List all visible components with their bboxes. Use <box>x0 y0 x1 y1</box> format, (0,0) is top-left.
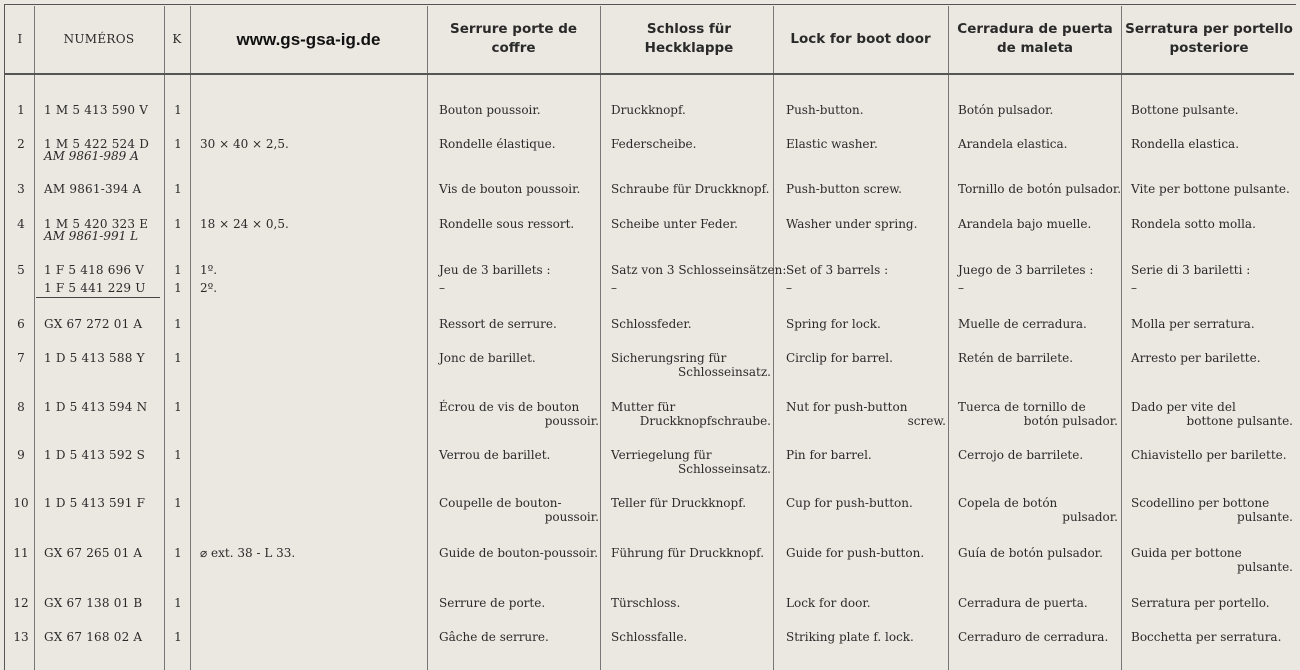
desc-french <box>439 400 599 428</box>
quantity-k: 1 <box>174 546 182 560</box>
quantity-k: 1 <box>174 400 182 414</box>
desc-german <box>611 400 771 428</box>
part-number: 1 D 5 413 594 N <box>44 400 148 414</box>
quantity-k: 1 <box>174 263 182 277</box>
part-number: GX 67 168 02 A <box>44 630 143 644</box>
column-divider <box>164 6 165 670</box>
header-index: I <box>17 31 23 46</box>
desc-spanish-line2: botón pulsador. <box>1023 414 1118 428</box>
row-index: 1 <box>17 103 25 117</box>
desc-german: – <box>611 281 617 295</box>
desc-english: Lock for door. <box>786 596 871 610</box>
row-index: 12 <box>13 596 29 610</box>
desc-german-line1: Verriegelung für <box>611 448 712 462</box>
desc-french: Rondelle sous ressort. <box>439 217 575 231</box>
header-spanish: Cerradura de puerta de maleta <box>957 21 1113 56</box>
row-index: 5 <box>17 263 25 277</box>
header-numbers: NUMÉROS <box>63 31 135 46</box>
part-number: AM 9861-394 A <box>44 182 142 196</box>
desc-italian-line1: Guida per bottone <box>1131 546 1242 560</box>
quantity-k: 1 <box>174 217 182 231</box>
part-number: 1 M 5 420 323 E <box>44 217 149 231</box>
desc-spanish-line1: Copela de botón <box>958 496 1058 510</box>
desc-french-line2: poussoir. <box>544 414 599 428</box>
desc-german: Führung für Druckknopf. <box>611 546 765 560</box>
desc-german: Schlossfalle. <box>611 630 688 644</box>
desc-italian-line1: Scodellino per bottone <box>1131 496 1270 510</box>
desc-english: Cup for push-button. <box>786 496 913 510</box>
desc-english: Guide for push-button. <box>786 546 925 560</box>
desc-french: Gâche de serrure. <box>439 630 549 644</box>
desc-spanish-line1: Tuerca de tornillo de <box>958 400 1086 414</box>
row-index: 11 <box>13 546 29 560</box>
dimensions: 18 × 24 × 0,5. <box>200 217 289 231</box>
part-number: 1 D 5 413 592 S <box>44 448 145 462</box>
desc-italian: Molla per serratura. <box>1131 317 1255 331</box>
desc-french <box>439 496 599 524</box>
desc-french: Jeu de 3 barillets : <box>439 263 551 277</box>
desc-german-line1: Mutter für <box>611 400 676 414</box>
header-french: Serrure porte de coffre <box>449 21 578 56</box>
part-number: GX 67 265 01 A <box>44 546 143 560</box>
desc-french-line1: Coupelle de bouton- <box>439 496 562 510</box>
column-divider <box>600 6 601 670</box>
alt-part-number: AM 9861-989 A <box>44 149 139 163</box>
desc-spanish: Retén de barrilete. <box>958 351 1074 365</box>
desc-italian: Arresto per barilette. <box>1131 351 1261 365</box>
part-number: 1 F 5 441 229 U <box>44 281 146 295</box>
desc-italian: Rondella elastica. <box>1131 137 1240 151</box>
row-index: 9 <box>17 448 25 462</box>
desc-spanish: Arandela elastica. <box>958 137 1068 151</box>
desc-english <box>786 400 946 428</box>
desc-spanish: Cerraduro de cerradura. <box>958 630 1109 644</box>
desc-french-line2: poussoir. <box>544 510 599 524</box>
desc-german: Teller für Druckknopf. <box>611 496 747 510</box>
quantity-k: 1 <box>174 317 182 331</box>
part-number: 1 M 5 413 590 V <box>44 103 149 117</box>
desc-german <box>611 351 771 379</box>
desc-french: Guide de bouton-poussoir. <box>439 546 599 560</box>
header-rule <box>4 73 1294 75</box>
column-divider <box>34 6 35 670</box>
part-number: GX 67 272 01 A <box>44 317 143 331</box>
desc-spanish <box>958 496 1118 524</box>
desc-italian-line1: Dado per vite del <box>1131 400 1236 414</box>
desc-german: Schraube für Druckknopf. <box>611 182 770 196</box>
desc-italian-line2: pulsante. <box>1236 560 1293 574</box>
desc-italian: Bocchetta per serratura. <box>1131 630 1282 644</box>
desc-spanish: Cerradura de puerta. <box>958 596 1088 610</box>
desc-french: Serrure de porte. <box>439 596 546 610</box>
desc-german: Federscheibe. <box>611 137 697 151</box>
header-german: Schloss für Heckklappe <box>644 21 734 56</box>
desc-english: Spring for lock. <box>786 317 881 331</box>
quantity-k: 1 <box>174 596 182 610</box>
row-index: 2 <box>17 137 25 151</box>
desc-english-line1: Nut for push-button <box>786 400 908 414</box>
desc-italian <box>1131 496 1293 524</box>
quantity-k: 1 <box>174 281 182 295</box>
dimensions: 2º. <box>200 281 218 295</box>
desc-italian-line2: pulsante. <box>1236 510 1293 524</box>
desc-spanish: Muelle de cerradura. <box>958 317 1087 331</box>
desc-english: Push-button. <box>786 103 864 117</box>
desc-german <box>611 448 771 476</box>
desc-spanish: Tornillo de botón pulsador. <box>958 182 1122 196</box>
desc-french: Bouton poussoir. <box>439 103 541 117</box>
desc-spanish-line2: pulsador. <box>1062 510 1118 524</box>
row-index: 13 <box>13 630 29 644</box>
desc-english: Push-button screw. <box>786 182 902 196</box>
desc-english-line2: screw. <box>907 414 946 428</box>
desc-french: Verrou de barillet. <box>439 448 551 462</box>
desc-spanish: Cerrojo de barrilete. <box>958 448 1084 462</box>
quantity-k: 1 <box>174 182 182 196</box>
desc-italian: Bottone pulsante. <box>1131 103 1239 117</box>
desc-french: – <box>439 281 445 295</box>
quantity-k: 1 <box>174 448 182 462</box>
desc-italian: – <box>1131 281 1137 295</box>
desc-spanish: Juego de 3 barriletes : <box>958 263 1094 277</box>
desc-german-line2: Schlosseinsatz. <box>678 462 771 476</box>
dimensions: 30 × 40 × 2,5. <box>200 137 289 151</box>
desc-italian: Vite per bottone pulsante. <box>1131 182 1290 196</box>
alt-part-number: AM 9861-991 L <box>44 229 139 243</box>
desc-spanish: Botón pulsador. <box>958 103 1054 117</box>
desc-french: Ressort de serrure. <box>439 317 557 331</box>
desc-german: Druckknopf. <box>611 103 686 117</box>
desc-german: Türschloss. <box>611 596 681 610</box>
desc-spanish: Guía de botón pulsador. <box>958 546 1103 560</box>
desc-italian <box>1131 546 1293 574</box>
part-number-underline <box>36 297 160 298</box>
desc-italian: Rondela sotto molla. <box>1131 217 1256 231</box>
header-k: K <box>172 31 182 46</box>
desc-french-line1: Écrou de vis de bouton <box>439 400 580 414</box>
desc-italian-line2: bottone pulsante. <box>1186 414 1293 428</box>
header-italian: Serratura per portello posteriore <box>1125 21 1293 56</box>
desc-spanish: – <box>958 281 964 295</box>
column-divider <box>427 6 428 670</box>
desc-italian: Chiavistello per barilette. <box>1131 448 1287 462</box>
quantity-k: 1 <box>174 630 182 644</box>
desc-italian: Serie di 3 bariletti : <box>1131 263 1251 277</box>
desc-french: Rondelle élastique. <box>439 137 556 151</box>
column-divider <box>190 6 191 670</box>
desc-german: Scheibe unter Feder. <box>611 217 738 231</box>
desc-english: Striking plate f. lock. <box>786 630 914 644</box>
row-index: 3 <box>17 182 25 196</box>
desc-spanish: Arandela bajo muelle. <box>958 217 1092 231</box>
desc-english: Set of 3 barrels : <box>786 263 889 277</box>
part-number: 1 D 5 413 588 Y <box>44 351 145 365</box>
row-index: 4 <box>17 217 25 231</box>
watermark-url[interactable]: www.gs-gsa-ig.de <box>236 29 381 49</box>
desc-english: Washer under spring. <box>786 217 918 231</box>
quantity-k: 1 <box>174 496 182 510</box>
part-number: 1 M 5 422 524 D <box>44 137 150 151</box>
part-number: GX 67 138 01 B <box>44 596 143 610</box>
row-index: 8 <box>17 400 25 414</box>
desc-english: – <box>786 281 792 295</box>
row-index: 10 <box>13 496 29 510</box>
desc-spanish <box>958 400 1118 428</box>
part-number: 1 F 5 418 696 V <box>44 263 145 277</box>
header-english: Lock for boot door <box>790 30 931 47</box>
row-index: 6 <box>17 317 25 331</box>
desc-german: Satz von 3 Schlosseinsätzen: <box>611 263 787 277</box>
quantity-k: 1 <box>174 351 182 365</box>
dimensions: 1º. <box>200 263 218 277</box>
desc-english: Elastic washer. <box>786 137 878 151</box>
desc-french: Jonc de barillet. <box>439 351 536 365</box>
desc-french: Vis de bouton poussoir. <box>439 182 581 196</box>
desc-german-line2: Druckknopfschraube. <box>639 414 771 428</box>
desc-german-line2: Schlosseinsatz. <box>678 365 771 379</box>
column-divider <box>1121 6 1122 670</box>
part-number: 1 D 5 413 591 F <box>44 496 146 510</box>
desc-italian: Serratura per portello. <box>1131 596 1270 610</box>
dimensions: ⌀ ext. 38 - L 33. <box>200 546 296 560</box>
desc-english: Circlip for barrel. <box>786 351 893 365</box>
desc-english: Pin for barrel. <box>786 448 872 462</box>
row-index: 7 <box>17 351 25 365</box>
desc-german-line1: Sicherungsring für <box>611 351 727 365</box>
column-divider <box>948 6 949 670</box>
quantity-k: 1 <box>174 103 182 117</box>
desc-italian <box>1131 400 1293 428</box>
quantity-k: 1 <box>174 137 182 151</box>
column-divider <box>773 6 774 670</box>
desc-german: Schlossfeder. <box>611 317 692 331</box>
